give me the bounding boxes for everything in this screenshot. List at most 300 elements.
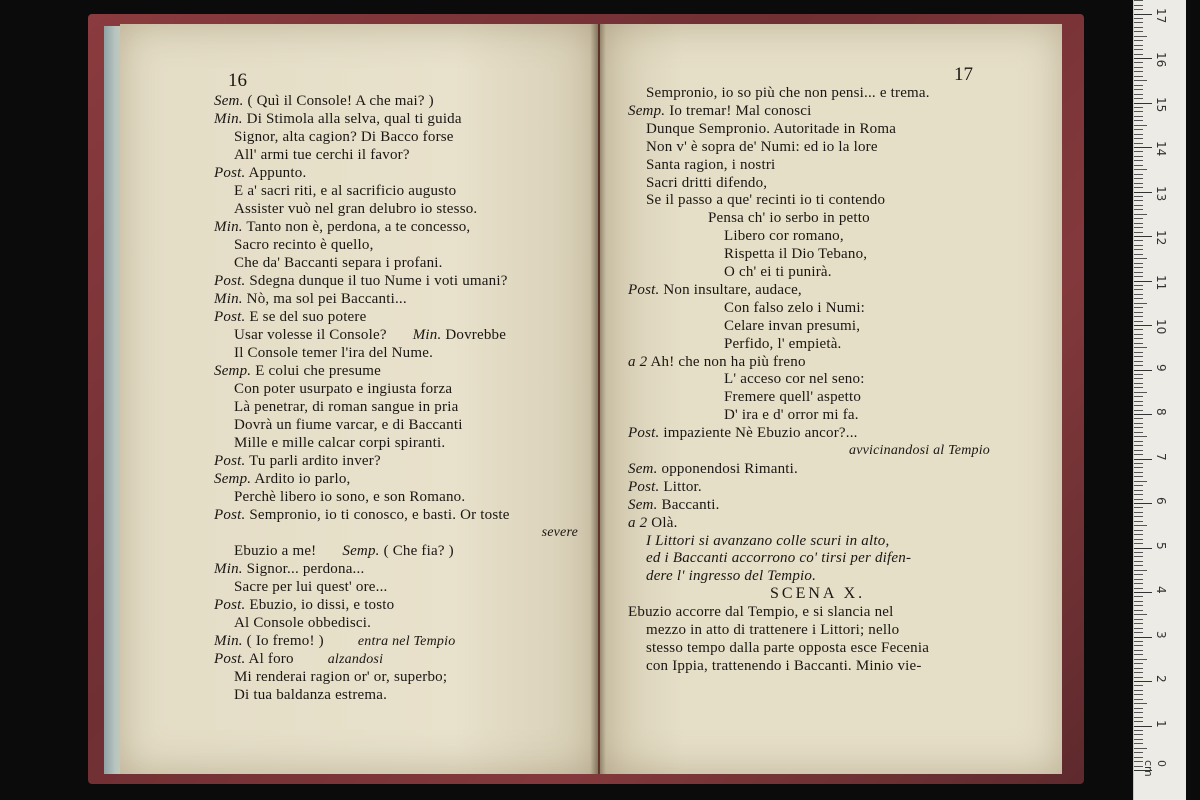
ruler-tick — [1134, 690, 1143, 691]
ruler-tick — [1134, 129, 1143, 130]
ruler-tick — [1134, 40, 1143, 41]
line-text: Ebuzio accorre dal Tempio, e si slancia nel — [628, 604, 894, 621]
ruler-tick — [1134, 561, 1143, 562]
text-line — [214, 92, 434, 110]
ruler-tick — [1134, 307, 1143, 308]
ruler-tick — [1134, 240, 1143, 241]
line-text: Al Console obbedisci. — [234, 615, 372, 631]
right-page — [600, 24, 1062, 774]
ruler-tick — [1134, 218, 1143, 219]
ruler-tick — [1134, 512, 1143, 513]
ruler-tick — [1134, 405, 1143, 406]
line-text: Ebuzio a me! — [234, 543, 317, 559]
ruler-tick — [1134, 147, 1152, 148]
ruler-number: 6 — [1154, 497, 1168, 505]
text-line — [214, 272, 508, 290]
speaker-name: Min. — [214, 111, 243, 127]
ruler-tick — [1134, 174, 1143, 175]
text-line — [214, 650, 383, 669]
text-line — [770, 585, 865, 603]
text-line — [234, 542, 454, 560]
line-text: dere l' ingresso del Tempio. — [646, 568, 817, 585]
scene-heading: SCENA X. — [770, 585, 866, 603]
ruler-tick — [1134, 414, 1152, 415]
ruler-number: 11 — [1154, 274, 1168, 290]
line-text: Il Console temer l'ira del Nume. — [234, 345, 434, 361]
ruler-tick — [1134, 454, 1143, 455]
ruler-tick — [1134, 708, 1143, 709]
speaker-name: Semp. — [628, 102, 666, 119]
ruler-tick — [1134, 325, 1152, 326]
line-text: Assister vuò nel gran delubro io stesso. — [234, 201, 478, 217]
text-line — [214, 290, 407, 308]
ruler-tick — [1134, 436, 1147, 437]
ruler-number: 8 — [1154, 408, 1168, 416]
text-line — [646, 639, 929, 657]
ruler-tick — [1134, 628, 1143, 629]
line-text: Nò, ma sol pei Baccanti... — [242, 291, 407, 307]
text-line — [646, 138, 878, 156]
speaker-name: Semp. — [214, 471, 252, 487]
line-text: L' acceso cor nel seno: — [724, 371, 865, 388]
text-line — [646, 532, 889, 550]
text-line — [628, 424, 858, 442]
line-text: Baccanti. — [657, 496, 720, 513]
line-text: Littor. — [659, 478, 702, 495]
ruler-tick — [1134, 427, 1143, 428]
ruler-tick — [1134, 757, 1143, 758]
text-line — [234, 380, 452, 398]
ruler-number: 17 — [1154, 7, 1168, 23]
ruler-tick — [1134, 641, 1143, 642]
ruler-tick — [1134, 378, 1143, 379]
ruler-tick — [1134, 94, 1143, 95]
line-text: impaziente Nè Ebuzio ancor?... — [659, 425, 858, 442]
speaker-name: Post. — [214, 597, 246, 613]
text-line — [234, 146, 410, 164]
text-line — [628, 514, 678, 532]
ruler-tick — [1134, 111, 1143, 112]
ruler-number: 4 — [1154, 586, 1168, 594]
ruler-tick — [1134, 583, 1143, 584]
line-text: E se del suo potere — [245, 309, 367, 325]
speaker-name: a 2 — [628, 353, 648, 370]
ruler-tick — [1134, 365, 1143, 366]
line-text: All' armi tue cerchi il favor? — [234, 147, 410, 163]
ruler-tick — [1134, 329, 1143, 330]
ruler-tick — [1134, 387, 1143, 388]
page-number-right: 17 — [954, 64, 973, 85]
ruler-number: 14 — [1154, 141, 1168, 157]
line-text: Pensa ch' io serbo in petto — [708, 210, 870, 227]
text-line — [234, 578, 387, 596]
ruler-tick — [1134, 187, 1143, 188]
text-line — [234, 686, 387, 704]
line-text: Tu parli ardito inver? — [245, 453, 381, 469]
ruler-tick — [1134, 668, 1143, 669]
ruler-number: 13 — [1154, 185, 1168, 201]
ruler-tick — [1134, 361, 1143, 362]
speaker-name: Post. — [214, 651, 246, 667]
ruler-tick — [1134, 396, 1143, 397]
ruler-tick — [1134, 356, 1143, 357]
ruler-tick — [1134, 49, 1143, 50]
line-text: Di tua baldanza estrema. — [234, 687, 388, 703]
line-text: ( Quì il Console! A che mai? ) — [243, 93, 434, 109]
line-text: Dunque Sempronio. Autoritade in Roma — [646, 120, 897, 137]
text-line — [724, 335, 842, 353]
ruler-tick — [1134, 654, 1143, 655]
line-text: Sdegna dunque il tuo Nume i voti umani? — [245, 273, 508, 289]
speaker-name: Min. — [214, 633, 243, 649]
ruler-tick — [1134, 352, 1143, 353]
text-line — [234, 200, 477, 218]
line-text: Ardito io parlo, — [251, 471, 351, 487]
ruler-tick — [1134, 169, 1147, 170]
line-text: Sacre per lui quest' ore... — [234, 579, 388, 595]
line-text: Ebuzio, io dissi, e tosto — [245, 597, 395, 613]
ruler-tick — [1134, 681, 1152, 682]
speaker-name: Post. — [214, 273, 246, 289]
ruler-tick — [1134, 374, 1143, 375]
ruler-tick — [1134, 227, 1143, 228]
speaker-name: Min. — [214, 561, 243, 577]
ruler-tick — [1134, 276, 1143, 277]
line-text: Sempronio, io so più che non pensi... e trema. — [646, 85, 930, 101]
line-text: Tanto non è, perdona, a te concesso, — [242, 219, 471, 235]
text-line — [234, 128, 454, 146]
ruler-tick — [1134, 258, 1147, 259]
ruler-tick — [1134, 370, 1152, 371]
text-line — [234, 344, 433, 362]
text-line — [724, 263, 832, 281]
ruler-tick — [1134, 530, 1143, 531]
line-text: Con falso zelo i Numi: — [724, 299, 866, 316]
ruler-tick — [1134, 726, 1152, 727]
line-text: Appunto. — [245, 165, 307, 181]
ruler-tick — [1134, 347, 1147, 348]
ruler-tick — [1134, 58, 1152, 59]
text-line — [234, 488, 465, 506]
ruler-tick — [1134, 539, 1143, 540]
line-text: Al foro — [245, 651, 294, 667]
speaker-name: Min. — [214, 219, 243, 235]
text-line — [234, 182, 456, 200]
ruler-tick — [1134, 303, 1147, 304]
ruler-tick — [1134, 14, 1152, 15]
speaker-name: Post. — [628, 478, 660, 495]
ruler-tick — [1134, 694, 1143, 695]
text-line — [234, 668, 447, 686]
ruler-tick — [1134, 392, 1147, 393]
line-text: ( Che fia? ) — [379, 543, 454, 559]
text-line — [646, 156, 775, 174]
line-text: stesso tempo dalla parte opposta esce Fecenia — [646, 639, 930, 656]
ruler-tick — [1134, 659, 1147, 660]
ruler-tick — [1134, 143, 1143, 144]
ruler-tick — [1134, 76, 1143, 77]
line-text: Dovrebbe — [441, 327, 507, 343]
ruler-tick — [1134, 232, 1143, 233]
ruler-tick — [1134, 463, 1143, 464]
ruler-tick — [1134, 298, 1143, 299]
ruler-tick — [1134, 285, 1143, 286]
ruler-tick — [1134, 445, 1143, 446]
ruler-tick — [1134, 499, 1143, 500]
ruler-tick — [1134, 632, 1143, 633]
ruler-tick — [1134, 120, 1143, 121]
ruler-tick — [1134, 178, 1143, 179]
left-page — [120, 24, 598, 774]
ruler-tick — [1134, 507, 1143, 508]
line-text: Non insultare, audace, — [659, 281, 802, 298]
text-line — [646, 84, 930, 102]
ruler-tick — [1134, 548, 1152, 549]
speaker-name: Semp. — [214, 363, 252, 379]
book-spine — [590, 24, 606, 774]
text-line — [214, 506, 510, 524]
ruler-tick — [1134, 71, 1143, 72]
speaker-name: Post. — [628, 281, 660, 298]
line-text: D' ira e d' orror mi fa. — [724, 407, 859, 424]
ruler-tick — [1134, 734, 1143, 735]
line-text: Rispetta il Dio Tebano, — [724, 246, 868, 263]
text-line — [646, 174, 767, 192]
ruler-number: 12 — [1154, 230, 1168, 246]
ruler-number: 1 — [1154, 719, 1168, 728]
ruler-tick — [1134, 717, 1143, 718]
ruler-tick — [1134, 677, 1143, 678]
ruler-tick — [1134, 263, 1143, 264]
ruler-tick — [1134, 249, 1143, 250]
ruler-tick — [1134, 556, 1143, 557]
text-line — [234, 236, 374, 254]
ruler-tick — [1134, 18, 1143, 19]
ruler-tick — [1134, 570, 1147, 571]
text-line — [234, 434, 445, 452]
text-line — [646, 120, 896, 138]
ruler-tick — [1134, 743, 1143, 744]
text-line — [234, 614, 371, 632]
stage-direction: avvicinandosi al Tempio — [849, 443, 990, 458]
ruler-tick — [1134, 214, 1147, 215]
line-text: Ah! che non ha più freno — [647, 353, 806, 370]
line-text: O ch' ei ti punirà. — [724, 264, 832, 280]
speaker-name: Post. — [214, 507, 246, 523]
speaker-name: Sem. — [214, 93, 244, 109]
ruler-tick — [1134, 22, 1143, 23]
ruler-tick — [1134, 116, 1143, 117]
ruler-tick — [1134, 574, 1143, 575]
ruler-tick — [1134, 619, 1143, 620]
line-text: Libero cor romano, — [724, 228, 844, 245]
line-text: E a' sacri riti, e al sacrificio augusto — [234, 183, 457, 199]
ruler-tick — [1134, 27, 1143, 28]
ruler-tick — [1134, 9, 1143, 10]
ruler-tick — [1134, 272, 1143, 273]
ruler-tick — [1134, 5, 1143, 6]
speaker-name: Post. — [628, 425, 660, 442]
ruler-tick — [1134, 650, 1143, 651]
ruler-number: 10 — [1154, 319, 1168, 335]
ruler-tick — [1134, 601, 1143, 602]
line-text: Con poter usurpato e ingiusta forza — [234, 381, 453, 397]
page-number-left: 16 — [228, 70, 247, 91]
speaker-name: Sem. — [628, 460, 658, 477]
line-text: ed i Baccanti accorrono co' tirsi per difen- — [646, 550, 912, 567]
ruler-tick — [1134, 596, 1143, 597]
text-line — [628, 603, 894, 621]
ruler-tick — [1134, 209, 1143, 210]
text-line — [628, 102, 811, 120]
ruler-unit-label: 0 cm — [1142, 760, 1168, 777]
text-line — [628, 496, 720, 514]
text-line — [724, 227, 844, 245]
ruler-tick — [1134, 739, 1143, 740]
ruler-number: 5 — [1154, 541, 1168, 550]
line-text: Mille e mille calcar corpi spiranti. — [234, 435, 446, 451]
line-text: Fremere quell' aspetto — [724, 389, 862, 406]
text-line — [646, 621, 899, 639]
ruler-tick — [1134, 236, 1152, 237]
ruler-tick — [1134, 62, 1143, 63]
line-text: I Littori si avanzano colle scuri in alto, — [646, 532, 890, 549]
speaker-name: Sem. — [628, 496, 658, 513]
ruler-tick — [1134, 321, 1143, 322]
line-text: Sacro recinto è quello, — [234, 237, 374, 253]
ruler-tick — [1134, 534, 1143, 535]
ruler-tick — [1134, 36, 1147, 37]
ruler-number: 7 — [1154, 452, 1168, 461]
text-line — [646, 549, 911, 567]
text-line — [214, 308, 366, 326]
ruler-tick — [1134, 138, 1143, 139]
speaker-name: Post. — [214, 453, 246, 469]
text-line — [234, 326, 506, 344]
ruler-tick — [1134, 107, 1143, 108]
line-text: Perchè libero io sono, e son Romano. — [234, 489, 466, 505]
ruler-tick — [1134, 245, 1143, 246]
ruler-tick — [1134, 45, 1143, 46]
line-text: Signor... perdona... — [242, 561, 365, 577]
stage-direction: alzandosi — [327, 652, 384, 667]
ruler-tick — [1134, 565, 1143, 566]
ruler-tick — [1134, 623, 1143, 624]
ruler-tick — [1134, 730, 1143, 731]
ruler-tick — [1134, 316, 1143, 317]
ruler-tick — [1134, 490, 1143, 491]
text-line — [214, 110, 462, 128]
ruler-tick — [1134, 223, 1143, 224]
ruler-tick — [1134, 183, 1143, 184]
ruler-tick — [1134, 721, 1143, 722]
line-text: Sempronio, io ti conosco, e basti. Or toste — [245, 507, 510, 523]
ruler-tick — [1134, 289, 1143, 290]
ruler-tick — [1134, 31, 1143, 32]
ruler-tick — [1134, 98, 1143, 99]
ruler-tick — [1134, 516, 1143, 517]
text-line — [214, 164, 306, 182]
ruler-tick — [1134, 521, 1143, 522]
line-text: Non v' è sopra de' Numi: ed io la lore — [646, 138, 878, 155]
ruler-tick — [1134, 672, 1143, 673]
text-line — [724, 370, 865, 388]
line-text: Perfido, l' empietà. — [724, 335, 842, 352]
ruler-tick — [1134, 103, 1152, 104]
text-line — [724, 299, 865, 317]
text-line — [214, 218, 470, 236]
ruler-tick — [1134, 459, 1152, 460]
text-line — [214, 560, 364, 578]
ruler-tick — [1134, 401, 1143, 402]
line-text: Mi renderai ragion or' or, superbo; — [234, 669, 448, 685]
ruler-tick — [1134, 67, 1143, 68]
ruler-tick — [1134, 165, 1143, 166]
ruler-tick — [1134, 89, 1143, 90]
ruler-tick — [1134, 476, 1143, 477]
line-text: Celare invan presumi, — [724, 317, 861, 334]
text-line — [214, 596, 394, 614]
ruler-number: 2 — [1154, 675, 1168, 683]
ruler-tick — [1134, 423, 1143, 424]
ruler-tick — [1134, 703, 1147, 704]
stage-direction: severe — [541, 525, 578, 540]
text-line — [646, 657, 922, 675]
ruler-tick — [1134, 196, 1143, 197]
ruler-tick — [1134, 151, 1143, 152]
text-line — [628, 478, 702, 496]
ruler-tick — [1134, 450, 1143, 451]
ruler-tick — [1134, 503, 1152, 504]
ruler-tick — [1134, 338, 1143, 339]
ruler-tick — [1134, 343, 1143, 344]
text-line — [214, 632, 455, 651]
line-text: Dovrà un fiume varcar, e di Baccanti — [234, 417, 463, 433]
line-text: Olà. — [647, 514, 678, 531]
line-text: ( Io fremo! ) — [242, 633, 324, 649]
text-line — [628, 353, 806, 371]
line-text: Santa ragion, i nostri — [646, 156, 776, 173]
line-text: Là penetrar, di roman sangue in pria — [234, 399, 459, 415]
ruler-tick — [1134, 156, 1143, 157]
text-line — [234, 254, 443, 272]
speaker-name: Post. — [214, 309, 246, 325]
ruler-number: 16 — [1154, 52, 1168, 68]
ruler-tick — [1134, 525, 1147, 526]
text-line — [708, 209, 870, 227]
ruler-tick — [1134, 699, 1143, 700]
speaker-name: Min. — [412, 327, 442, 343]
ruler-tick — [1134, 0, 1143, 1]
ruler-tick — [1134, 160, 1143, 161]
text-line — [214, 470, 350, 488]
ruler-tick — [1134, 383, 1143, 384]
speaker-name: Min. — [214, 291, 243, 307]
ruler-tick — [1134, 645, 1143, 646]
ruler-tick — [1134, 588, 1143, 589]
ruler-tick — [1134, 432, 1143, 433]
text-line — [724, 388, 861, 406]
ruler-tick — [1134, 472, 1143, 473]
line-text: Io tremar! Mal conosci — [665, 102, 812, 119]
ruler-tick — [1134, 281, 1152, 282]
ruler-tick — [1134, 467, 1143, 468]
line-text: Sacri dritti difendo, — [646, 174, 768, 191]
ruler-tick — [1134, 614, 1147, 615]
ruler-tick — [1134, 200, 1143, 201]
ruler-tick — [1134, 192, 1152, 193]
ruler-tick — [1134, 494, 1143, 495]
